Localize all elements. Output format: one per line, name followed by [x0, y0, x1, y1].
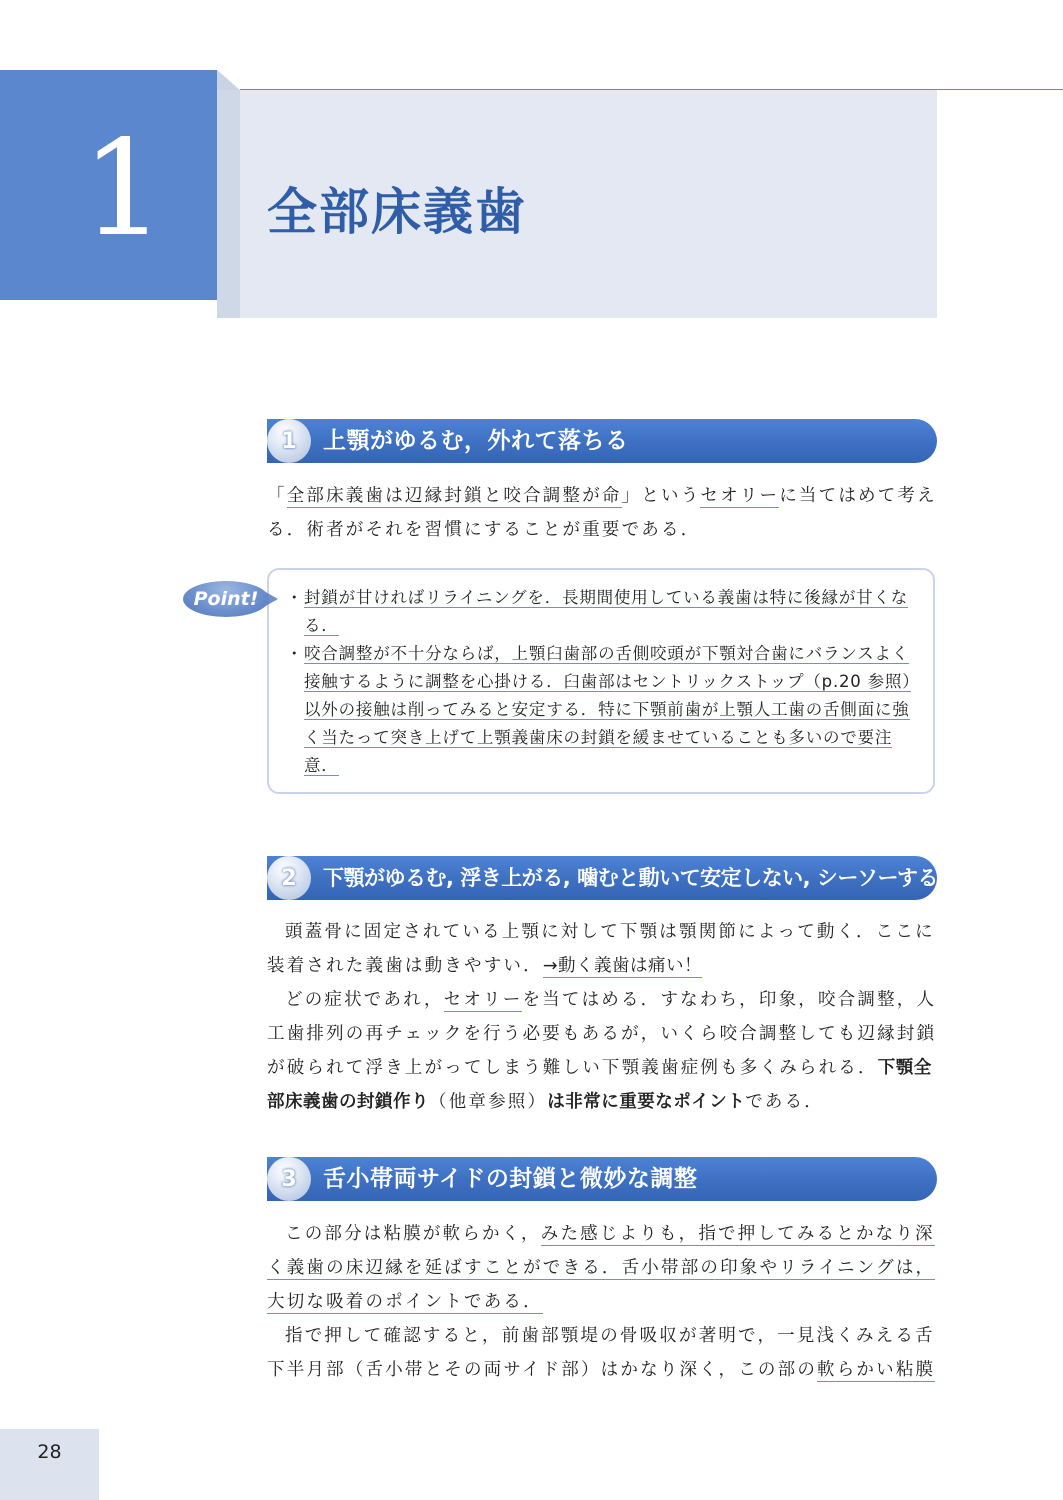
point-item-text: 咬合調整が不十分ならば，上顎臼歯部の舌側咬頭が下顎対合歯にバランスよく接触するように調整を心掛ける．臼歯部はセントリックストップ（p.20 参照）以外の接触は削ってみると安定する．特に下顎前歯が上顎人工歯の舌側面に強く当たって突き上げて上顎義歯床の封鎖を緩ませていることも多いので要注意． — [304, 644, 912, 775]
paragraph-text: この部分は粘膜が軟らかく， — [285, 1224, 541, 1244]
point-item-text: 封鎖が甘ければリライニングを．長期間使用している義歯は特に後縁が甘くなる． — [304, 588, 909, 635]
chapter-bevel-top — [217, 70, 240, 90]
section-1-paragraph — [267, 479, 939, 547]
chapter-bevel-bottom — [217, 300, 240, 318]
section-2-number-badge: 2 — [267, 856, 311, 900]
section-3-title: 舌小帯両サイドの封鎖と微妙な調整 — [323, 1166, 698, 1192]
paragraph-text: 頭蓋骨に固定されている上顎に対して下顎は顎関節によって動く．ここに装着された義歯は動きやすい． — [267, 922, 935, 976]
section-2-paragraph-1 — [267, 915, 939, 983]
section-2-header — [267, 856, 937, 900]
quote-text: 全部床義歯は辺縁封鎖と咬合調整が命 — [286, 486, 622, 506]
underlined-text: みた感じよりも，指で押してみるとかなり深く義歯の床辺縁を延ばすことができる． — [267, 1224, 935, 1278]
bullet-dot: ・ — [286, 644, 304, 663]
bold-text: 下顎全部床義歯の封鎖作り — [267, 1058, 932, 1112]
paragraph-text: 指で押して確認すると，前歯部顎堤の骨吸収が著明で，一見浅くみえる舌下半月部（舌小帯とその両サイド部）はかなり深く，この部の — [267, 1326, 935, 1380]
section-3-header — [267, 1157, 937, 1201]
section-3-paragraph-1 — [267, 1217, 939, 1319]
chapter-number: 1 — [81, 112, 166, 266]
section-3-paragraph-2 — [267, 1319, 939, 1387]
underlined-text: 軟らかい粘膜 — [817, 1360, 936, 1380]
point-item — [286, 584, 918, 640]
underlined-text: 舌小帯部の印象やリライニングは，大切な吸着のポイントである． — [267, 1258, 936, 1312]
quote-close: 」という — [621, 486, 701, 506]
chapter-bevel-side — [217, 90, 240, 318]
section-3-number-badge: 3 — [267, 1157, 311, 1201]
point-item — [286, 640, 918, 780]
section-1-number-badge: 1 — [267, 419, 311, 463]
chapter-number-block — [0, 70, 217, 300]
page-number: 28 — [37, 1441, 62, 1463]
paragraph-rest: に当てはめて考える．術者がそれを習慣にすることが重要である． — [267, 486, 937, 540]
paragraph-text: を当てはめる．すなわち，印象，咬合調整，人工歯排列の再チェックを行う必要もあるが，いくら咬合調整しても辺縁封鎖が破られて浮き上がってしまう難しい下顎義歯症例も多くみられる． — [267, 990, 937, 1078]
bullet-dot: ・ — [286, 588, 304, 607]
paragraph-text: （他章参照） — [429, 1092, 548, 1112]
point-badge: Point! — [183, 581, 269, 617]
paragraph-text: どの症状であれ， — [285, 990, 444, 1010]
section-1-header — [267, 419, 937, 463]
theory-term: セオリー — [443, 990, 523, 1010]
quote-open: 「 — [267, 486, 287, 506]
theory-term: セオリー — [700, 486, 780, 506]
chapter-title: 全部床義歯 — [267, 183, 527, 241]
section-2-title: 下顎がゆるむ, 浮き上がる, 噛むと動いて安定しない, シーソーする — [323, 866, 938, 890]
bold-text: は非常に重要なポイント — [547, 1092, 746, 1112]
page-number-box — [0, 1429, 99, 1500]
point-list — [286, 584, 918, 780]
section-1-title: 上顎がゆるむ，外れて落ちる — [323, 428, 629, 454]
emphasis-text: →動く義歯は痛い！ — [542, 956, 702, 976]
section-2-paragraph-2 — [267, 983, 939, 1119]
paragraph-text: である． — [745, 1092, 825, 1112]
